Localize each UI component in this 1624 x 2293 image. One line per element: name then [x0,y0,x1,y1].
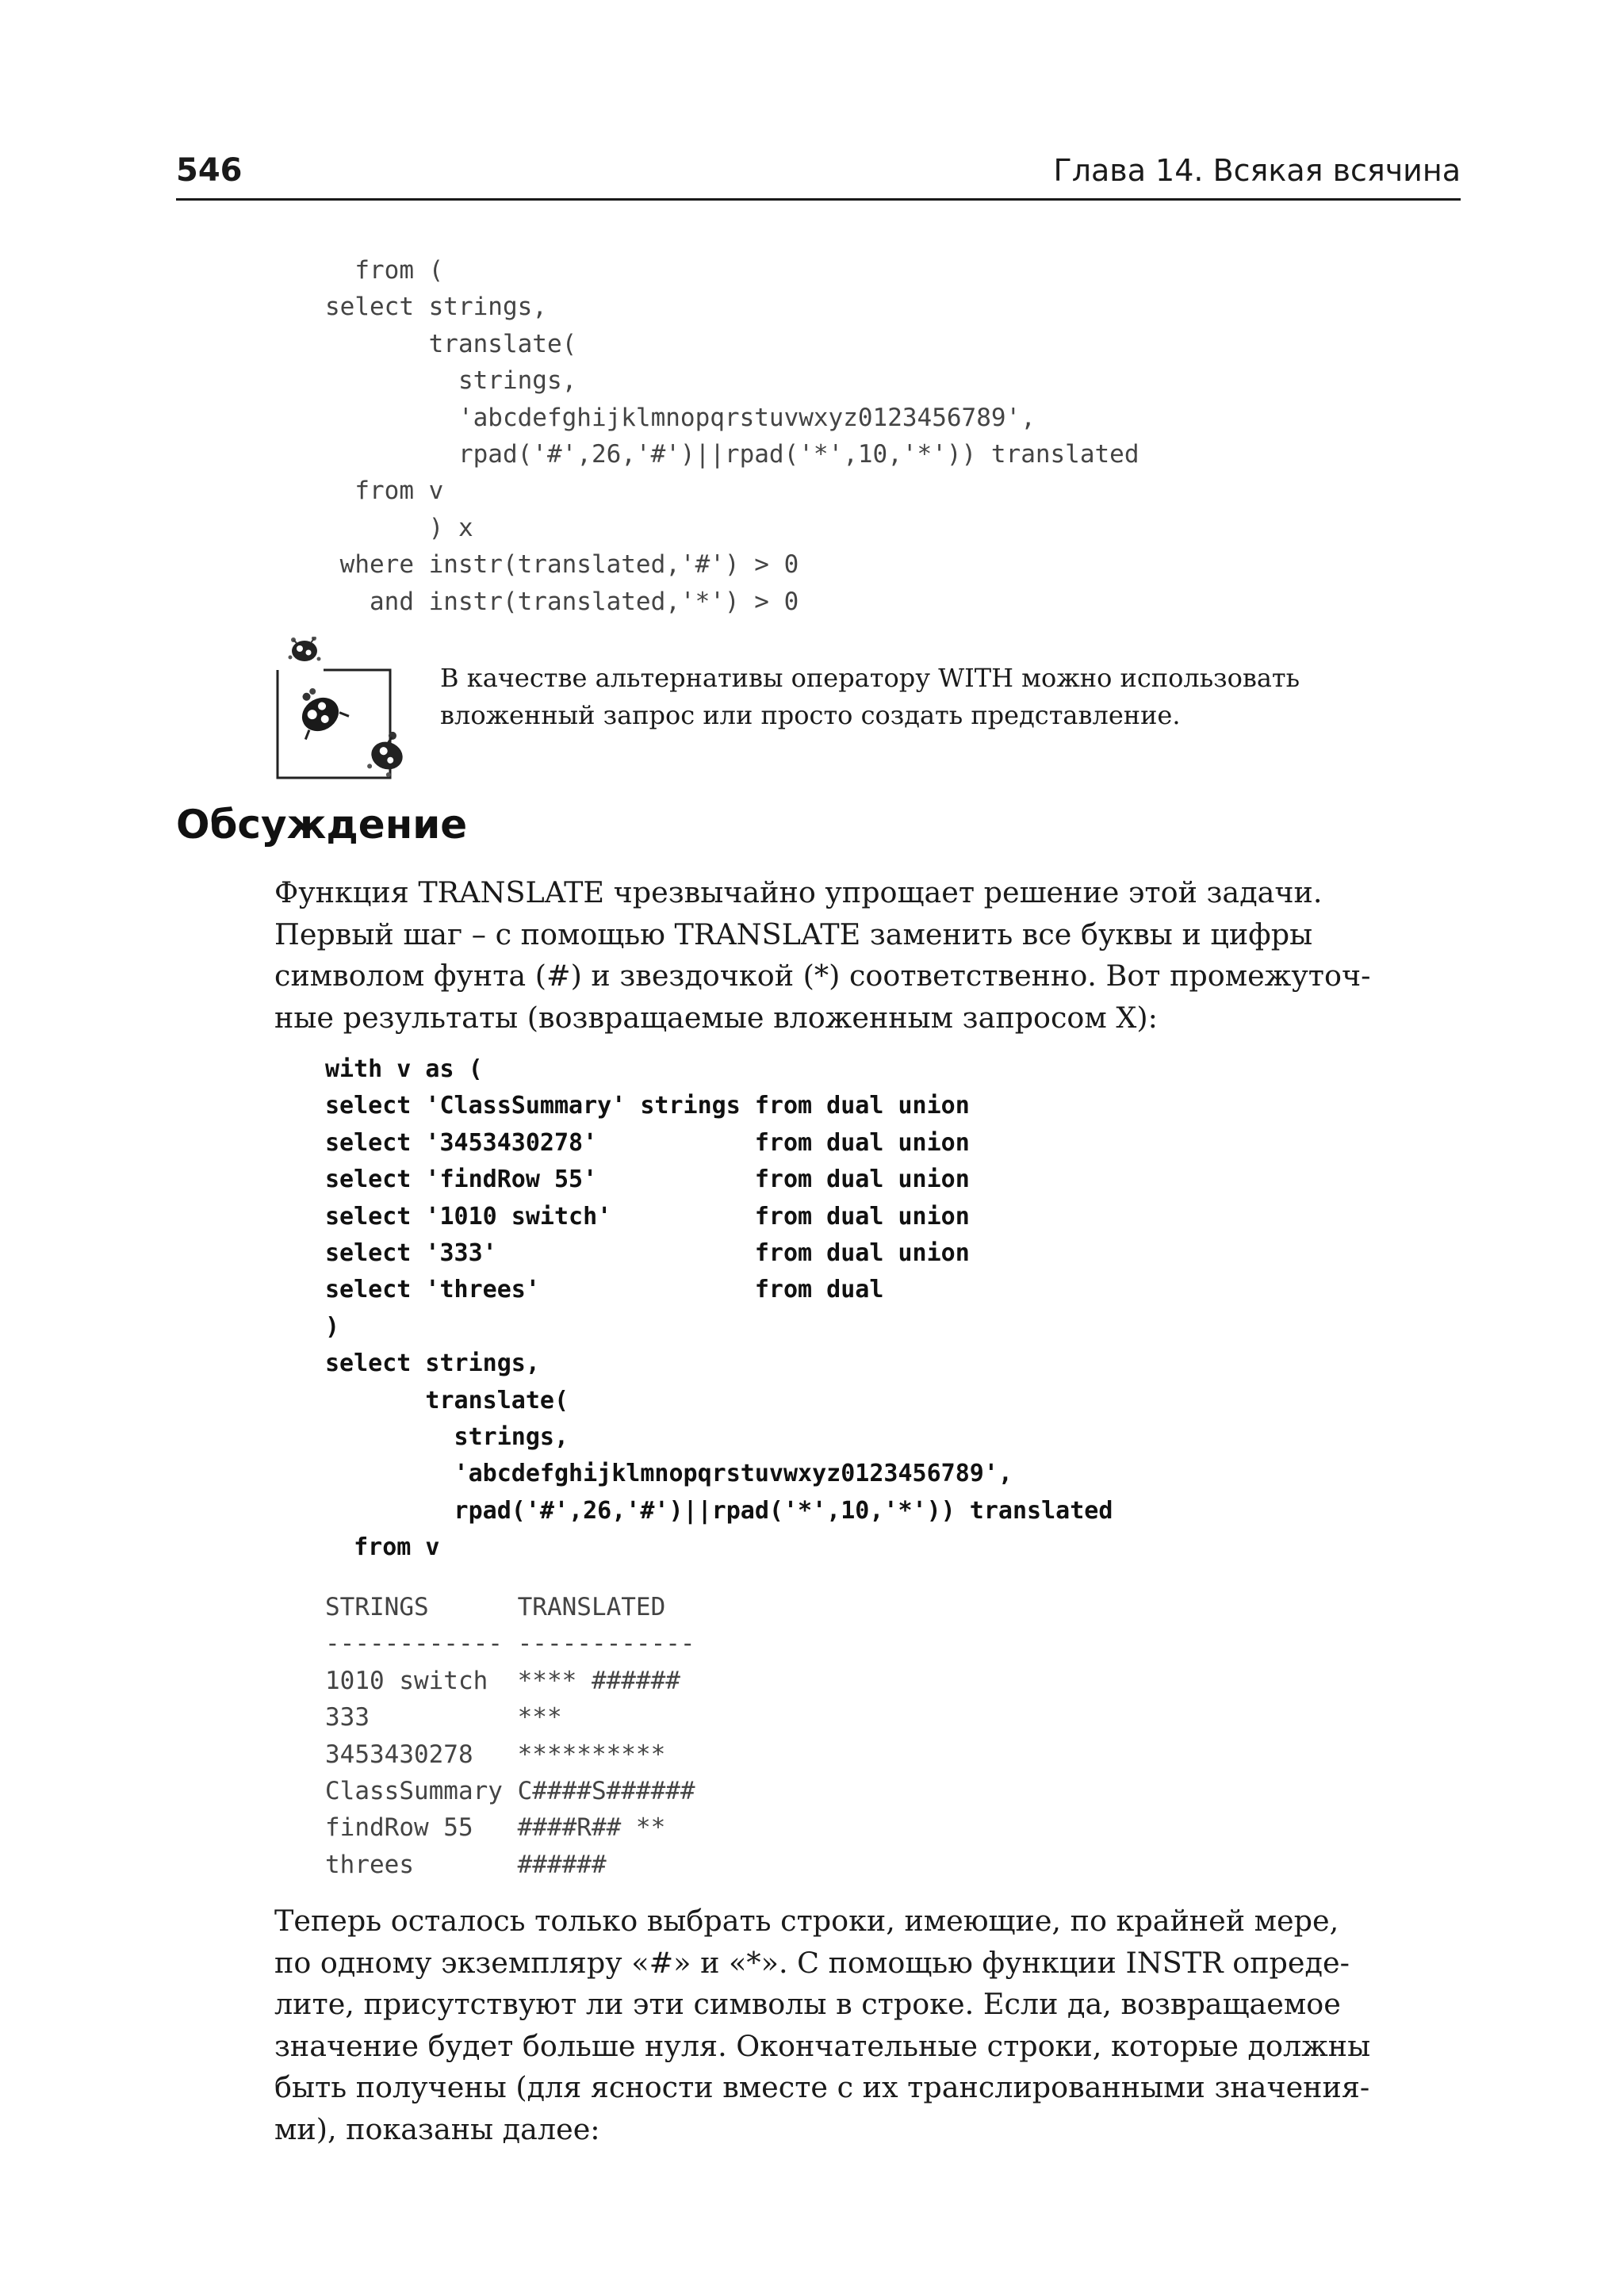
code-line: select '3453430278' from dual union [325,1128,970,1157]
section-heading: Обсуждение [176,802,468,848]
tip-bugs-icon [271,637,414,779]
code-line: translate( [325,1386,569,1414]
tip-note [440,660,1471,734]
code-line: 'abcdefghijklmnopqrstuvwxyz0123456789', [325,403,1036,432]
code-line: strings, [325,366,577,396]
result-row: 333 *** [325,1703,562,1732]
result-row: ClassSummary C####S###### [325,1776,695,1805]
paragraph-line: Первый шаг – с помощью TRANSLATE заменить все буквы и цифры [274,917,1313,951]
result-header-line: STRINGS TRANSLATED [325,1593,666,1621]
paragraph-line: быть получены (для ясности вместе с их транслированными значения- [274,2070,1370,2104]
paragraph-line: ные результаты (возвращаемые вложенным запросом X): [274,1000,1158,1035]
paragraph-intro [274,872,1461,1039]
code-line: select 'threes' from dual [325,1276,884,1304]
code-line: and instr(translated,'*') > 0 [325,587,799,616]
result-row: 1010 switch **** ###### [325,1666,680,1695]
code-line: rpad('#',26,'#')||rpad('*',10,'*')) translated [325,439,1139,469]
code-line: select 'ClassSummary' strings from dual union [325,1092,970,1120]
code-line: where instr(translated,'#') > 0 [325,550,799,580]
paragraph-line: ми), показаны далее: [274,2111,600,2146]
code-line: with v as ( [325,1055,483,1083]
code-line: select '1010 switch' from dual union [325,1202,970,1231]
result-row: findRow 55 ####R## ** [325,1813,666,1843]
result-table [325,1589,695,1883]
code-line: select 'findRow 55' from dual union [325,1166,970,1194]
code-line: ) [325,1312,340,1341]
code-line: ) x [325,513,473,542]
result-row: threes ###### [325,1850,607,1879]
code-line: strings, [325,1422,569,1451]
code-line: select '333' from dual union [325,1238,970,1267]
code-line: from ( [325,256,444,285]
paragraph-line: Теперь осталось только выбрать строки, имеющие, по крайней мере, [274,1904,1339,1938]
paragraph-line: лите, присутствуют ли эти символы в строке. Если да, возвращаемое [274,1987,1341,2021]
page-number: 546 [176,152,243,189]
code-block-top [325,252,1139,620]
code-line: from v [325,477,444,506]
result-separator-line: ------------ ------------ [325,1629,695,1659]
result-row: 3453430278 ********** [325,1740,666,1769]
code-line: select strings, [325,293,547,322]
code-block-query [325,1051,1113,1566]
paragraph-line: значение будет больше нуля. Окончательные строки, которые должны [274,2028,1371,2063]
page-header [176,151,1461,201]
paragraph-line: Функция TRANSLATE чрезвычайно упрощает решение этой задачи. [274,875,1323,909]
code-line: 'abcdefghijklmnopqrstuvwxyz0123456789', [325,1460,1013,1488]
code-line: from v [325,1533,440,1562]
code-line: translate( [325,329,577,358]
paragraph-line: по одному экземпляру «#» и «*». С помощью функции INSTR опреде- [274,1945,1350,1980]
running-head: Глава 14. Всякая всячина [1053,153,1461,188]
code-line: rpad('#',26,'#')||rpad('*',10,'*')) translated [325,1496,1113,1525]
paragraph-line: символом фунта (#) и звездочкой (*) соответственно. Вот промежуточ- [274,959,1371,993]
paragraph-conclusion [274,1901,1461,2150]
note-line: вложенный запрос или просто создать представление. [440,700,1181,730]
code-line: select strings, [325,1349,540,1378]
note-line: В качестве альтернативы оператору WITH можно использовать [440,663,1300,693]
